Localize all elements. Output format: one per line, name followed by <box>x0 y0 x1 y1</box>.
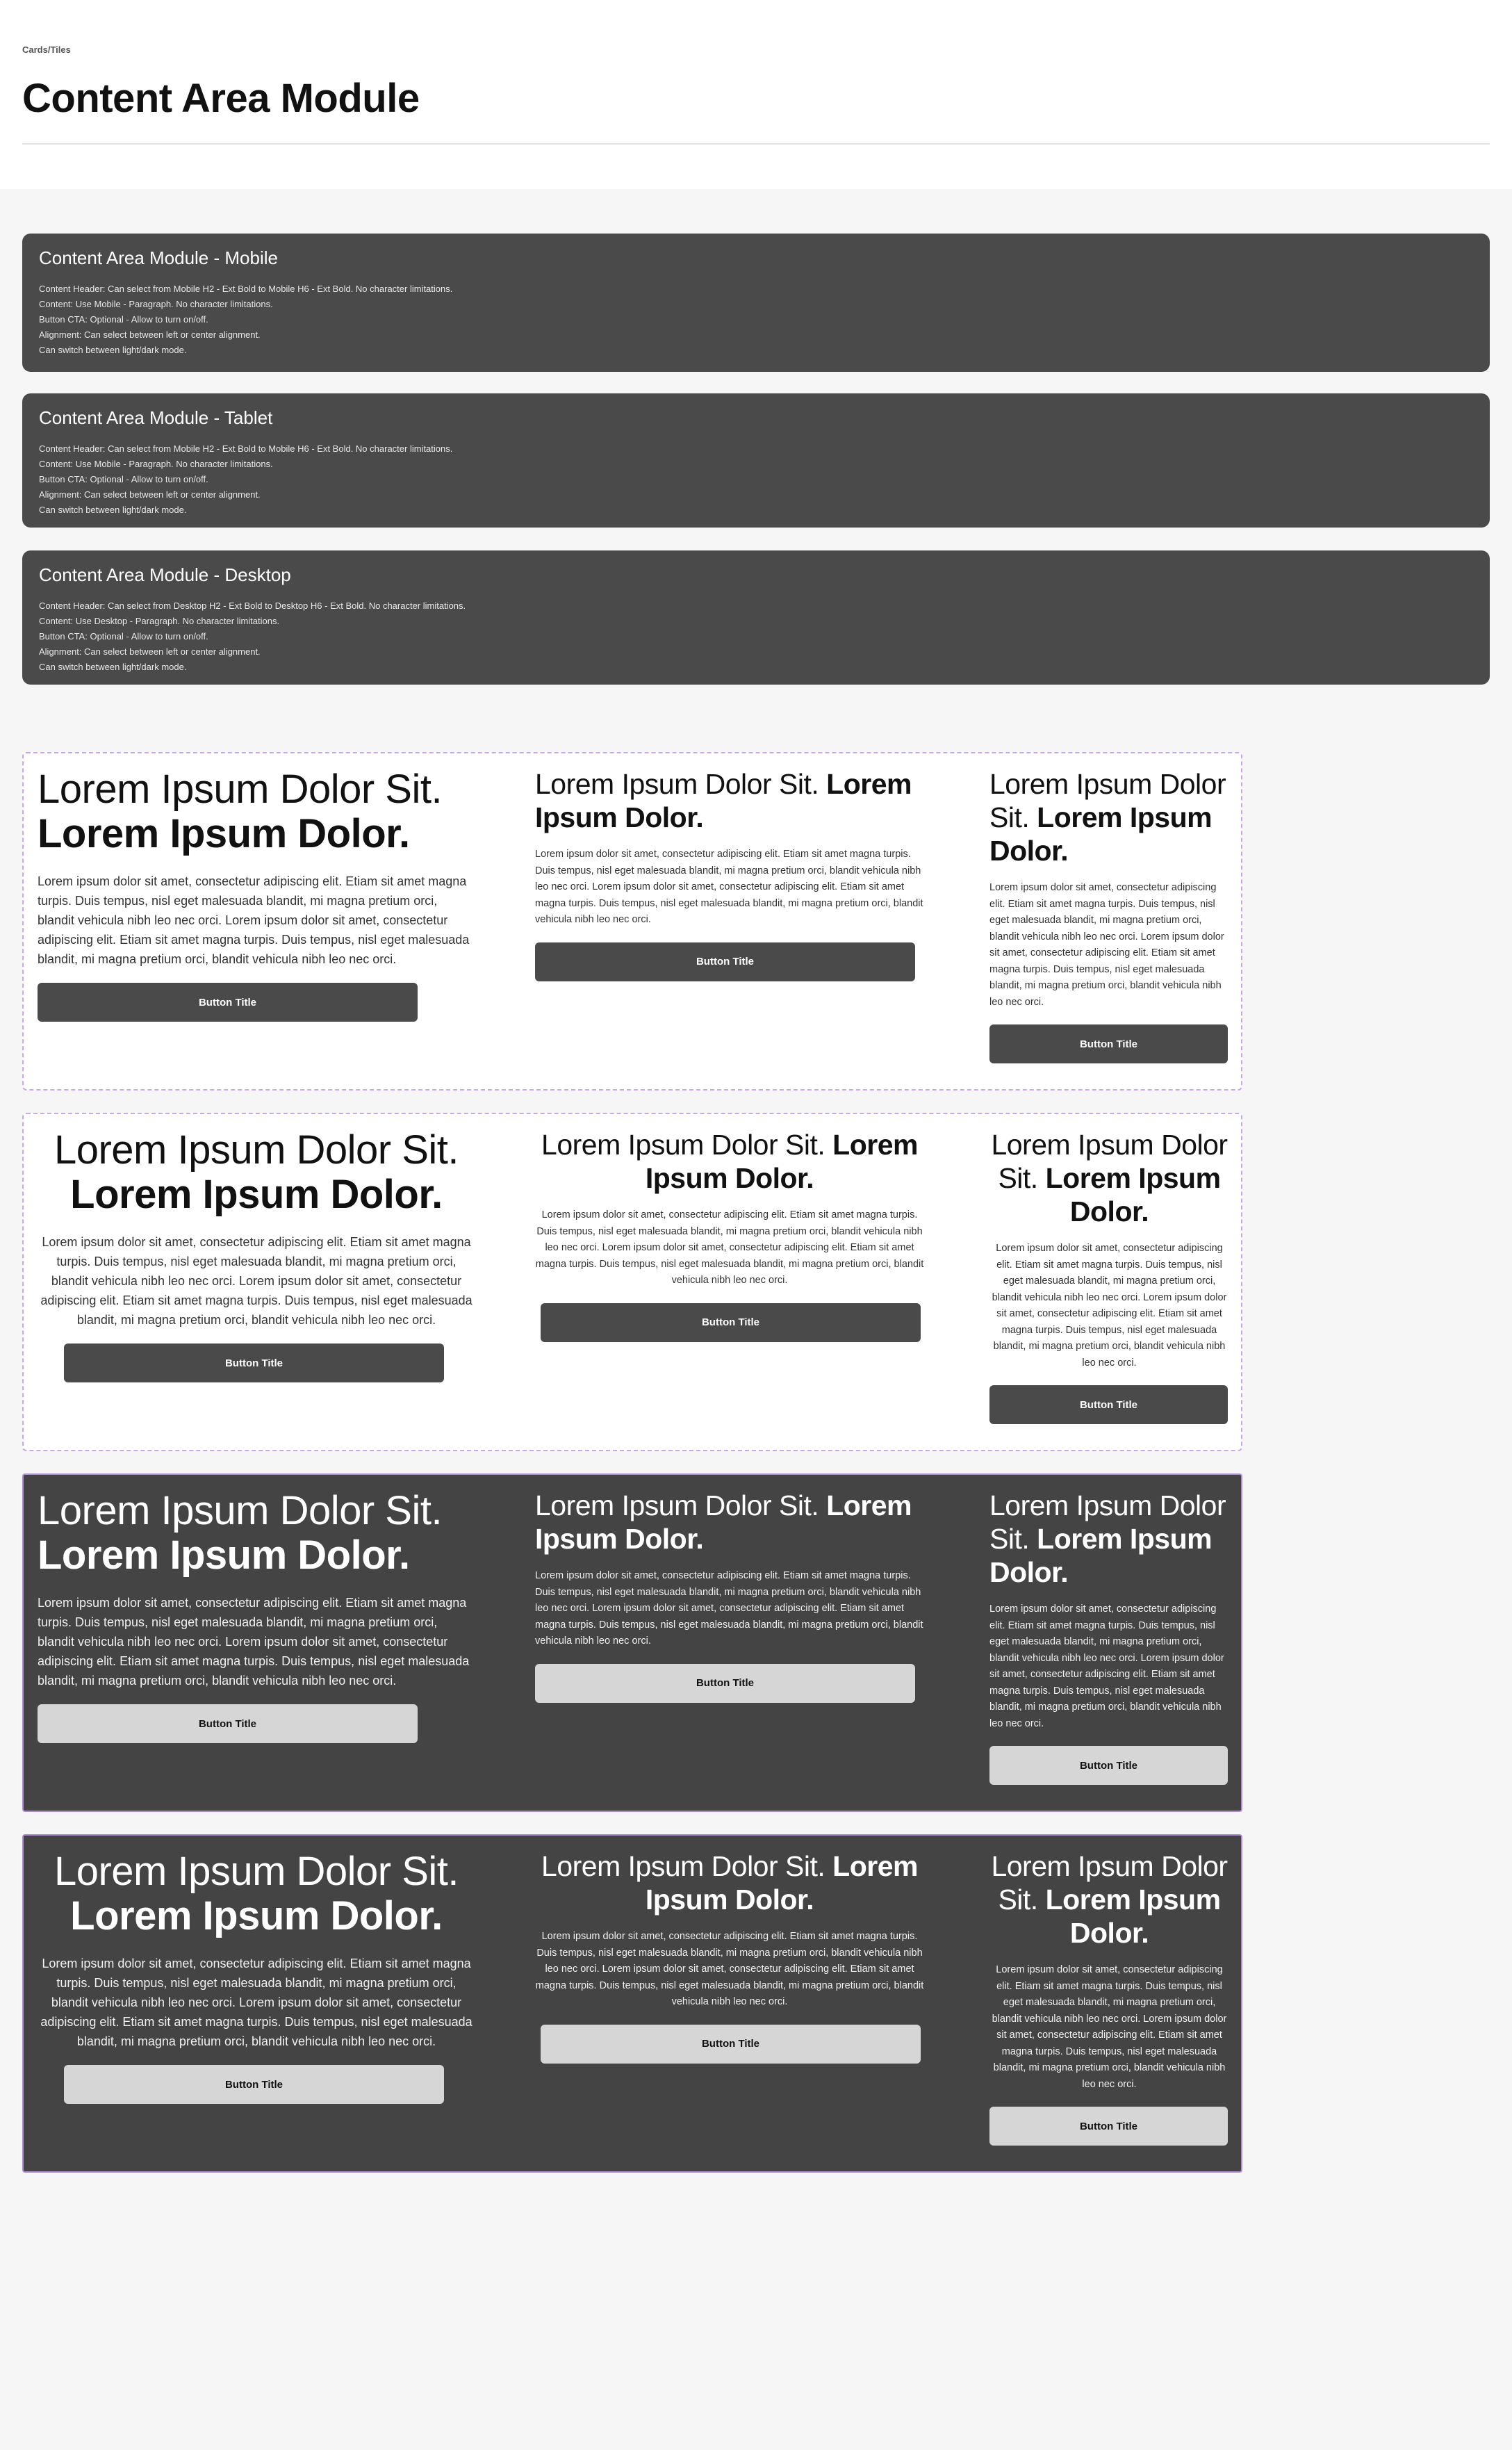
heading-bold: Lorem Ipsum Dolor. <box>70 1893 443 1938</box>
heading-regular: Lorem Ipsum Dolor Sit. <box>989 1489 1226 1555</box>
module-desktop <box>38 1128 475 1382</box>
module-paragraph: Lorem ipsum dolor sit amet, consectetur adipiscing elit. Etiam sit amet magna turpis. Duis tempus, nisl eget malesuada blandit, mi magna pretium orci, blandit vehicula nibh leo nec orci. Lorem ipsum dolor sit amet, consectetur adipiscing elit. Etiam sit amet magna turpis. Duis tempus, nisl eget malesuada blandit, mi magna pretium orci, blandit vehicula nibh leo nec orci. <box>535 1931 924 2007</box>
module-button[interactable]: Button Title <box>989 1385 1228 1424</box>
spec-line: Content: Use Mobile - Paragraph. No character limitations. <box>39 459 273 469</box>
module-paragraph: Lorem ipsum dolor sit amet, consectetur adipiscing elit. Etiam sit amet magna turpis. Duis tempus, nisl eget malesuada blandit, mi magna pretium orci, blandit vehicula nibh leo nec orci. Lorem ipsum dolor sit amet, consectetur adipiscing elit. Etiam sit amet magna turpis. Duis tempus, nisl eget malesuada blandit, mi magna pretium orci, blandit vehicula nibh leo nec orci. <box>989 882 1224 1008</box>
module-heading <box>38 1489 475 1578</box>
module-button[interactable]: Button Title <box>541 1303 921 1342</box>
module-heading <box>38 767 475 856</box>
module-paragraph: Lorem ipsum dolor sit amet, consectetur adipiscing elit. Etiam sit amet magna turpis. Duis tempus, nisl eget malesuada blandit, mi magna pretium orci, blandit vehicula nibh leo nec orci. Lorem ipsum dolor sit amet, consectetur adipiscing elit. Etiam sit amet magna turpis. Duis tempus, nisl eget malesuada blandit, mi magna pretium orci, blandit vehicula nibh leo nec orci. <box>38 1596 470 1688</box>
page-header <box>0 0 1512 189</box>
module-mobile <box>989 1849 1229 2146</box>
module-paragraph: Lorem ipsum dolor sit amet, consectetur adipiscing elit. Etiam sit amet magna turpis. Duis tempus, nisl eget malesuada blandit, mi magna pretium orci, blandit vehicula nibh leo nec orci. Lorem ipsum dolor sit amet, consectetur adipiscing elit. Etiam sit amet magna turpis. Duis tempus, nisl eget malesuada blandit, mi magna pretium orci, blandit vehicula nibh leo nec orci. <box>38 874 470 966</box>
spec-card-tablet <box>22 393 1490 528</box>
heading-bold: Lorem Ipsum Dolor. <box>38 1533 410 1578</box>
module-button[interactable]: Button Title <box>989 1024 1228 1063</box>
module-tablet <box>535 767 924 981</box>
heading-bold: Lorem Ipsum Dolor. <box>645 1850 918 1916</box>
module-heading <box>989 1849 1229 1950</box>
module-paragraph: Lorem ipsum dolor sit amet, consectetur adipiscing elit. Etiam sit amet magna turpis. Duis tempus, nisl eget malesuada blandit, mi magna pretium orci, blandit vehicula nibh leo nec orci. Lorem ipsum dolor sit amet, consectetur adipiscing elit. Etiam sit amet magna turpis. Duis tempus, nisl eget malesuada blandit, mi magna pretium orci, blandit vehicula nibh leo nec orci. <box>535 1570 923 1647</box>
module-button[interactable]: Button Title <box>535 1664 915 1703</box>
heading-bold: Lorem Ipsum Dolor. <box>1045 1162 1221 1227</box>
module-heading <box>535 1128 924 1195</box>
module-heading <box>535 767 924 834</box>
spec-line: Content Header: Can select from Mobile H2 - Ext Bold to Mobile H6 - Ext Bold. No character limitations. <box>39 443 453 454</box>
module-tablet <box>535 1128 924 1342</box>
heading-regular: Lorem Ipsum Dolor Sit. <box>38 1488 443 1533</box>
module-row-dark-center <box>22 1834 1242 2173</box>
heading-bold: Lorem Ipsum Dolor. <box>38 811 410 856</box>
module-paragraph: Lorem ipsum dolor sit amet, consectetur adipiscing elit. Etiam sit amet magna turpis. Duis tempus, nisl eget malesuada blandit, mi magna pretium orci, blandit vehicula nibh leo nec orci. Lorem ipsum dolor sit amet, consectetur adipiscing elit. Etiam sit amet magna turpis. Duis tempus, nisl eget malesuada blandit, mi magna pretium orci, blandit vehicula nibh leo nec orci. <box>40 1235 472 1327</box>
spec-line: Content Header: Can select from Mobile H2 - Ext Bold to Mobile H6 - Ext Bold. No character limitations. <box>39 284 453 294</box>
heading-bold: Lorem Ipsum Dolor. <box>645 1129 918 1194</box>
module-desktop <box>38 1849 475 2104</box>
module-button[interactable]: Button Title <box>64 2065 444 2104</box>
module-row-dark-left <box>22 1473 1242 1812</box>
spec-card-mobile <box>22 234 1490 372</box>
module-button[interactable]: Button Title <box>38 983 418 1022</box>
spec-line: Can switch between light/dark mode. <box>39 662 187 672</box>
heading-regular: Lorem Ipsum Dolor Sit. <box>541 1850 825 1882</box>
module-button[interactable]: Button Title <box>38 1704 418 1743</box>
module-row-light-left <box>22 752 1242 1091</box>
heading-bold: Lorem Ipsum Dolor. <box>70 1172 443 1217</box>
module-paragraph: Lorem ipsum dolor sit amet, consectetur adipiscing elit. Etiam sit amet magna turpis. Duis tempus, nisl eget malesuada blandit, mi magna pretium orci, blandit vehicula nibh leo nec orci. Lorem ipsum dolor sit amet, consectetur adipiscing elit. Etiam sit amet magna turpis. Duis tempus, nisl eget malesuada blandit, mi magna pretium orci, blandit vehicula nibh leo nec orci. <box>989 1603 1224 1729</box>
module-paragraph: Lorem ipsum dolor sit amet, consectetur adipiscing elit. Etiam sit amet magna turpis. Duis tempus, nisl eget malesuada blandit, mi magna pretium orci, blandit vehicula nibh leo nec orci. Lorem ipsum dolor sit amet, consectetur adipiscing elit. Etiam sit amet magna turpis. Duis tempus, nisl eget malesuada blandit, mi magna pretium orci, blandit vehicula nibh leo nec orci. <box>535 1209 924 1286</box>
module-button[interactable]: Button Title <box>989 1746 1228 1785</box>
heading-regular: Lorem Ipsum Dolor Sit. <box>54 1849 459 1894</box>
module-row-light-center <box>22 1113 1242 1451</box>
spec-title: Content Area Module - Desktop <box>39 564 291 585</box>
module-paragraph: Lorem ipsum dolor sit amet, consectetur adipiscing elit. Etiam sit amet magna turpis. Duis tempus, nisl eget malesuada blandit, mi magna pretium orci, blandit vehicula nibh leo nec orci. Lorem ipsum dolor sit amet, consectetur adipiscing elit. Etiam sit amet magna turpis. Duis tempus, nisl eget malesuada blandit, mi magna pretium orci, blandit vehicula nibh leo nec orci. <box>40 1957 472 2048</box>
breadcrumb[interactable]: Cards/Tiles <box>22 44 71 55</box>
module-heading <box>535 1489 924 1555</box>
heading-bold: Lorem Ipsum Dolor. <box>989 801 1213 867</box>
module-mobile <box>989 767 1229 1063</box>
module-button[interactable]: Button Title <box>535 942 915 981</box>
spec-card-desktop <box>22 550 1490 685</box>
module-button[interactable]: Button Title <box>541 2025 921 2064</box>
module-heading <box>38 1128 475 1217</box>
module-paragraph: Lorem ipsum dolor sit amet, consectetur adipiscing elit. Etiam sit amet magna turpis. Duis tempus, nisl eget malesuada blandit, mi magna pretium orci, blandit vehicula nibh leo nec orci. Lorem ipsum dolor sit amet, consectetur adipiscing elit. Etiam sit amet magna turpis. Duis tempus, nisl eget malesuada blandit, mi magna pretium orci, blandit vehicula nibh leo nec orci. <box>535 849 923 925</box>
module-paragraph: Lorem ipsum dolor sit amet, consectetur adipiscing elit. Etiam sit amet magna turpis. Duis tempus, nisl eget malesuada blandit, mi magna pretium orci, blandit vehicula nibh leo nec orci. Lorem ipsum dolor sit amet, consectetur adipiscing elit. Etiam sit amet magna turpis. Duis tempus, nisl eget malesuada blandit, mi magna pretium orci, blandit vehicula nibh leo nec orci. <box>992 1243 1227 1369</box>
header-divider <box>22 143 1490 145</box>
spec-line: Button CTA: Optional - Allow to turn on/off. <box>39 314 208 325</box>
spec-line: Can switch between light/dark mode. <box>39 505 187 515</box>
spec-line: Can switch between light/dark mode. <box>39 345 187 355</box>
module-desktop <box>38 767 475 1022</box>
module-button[interactable]: Button Title <box>989 2107 1228 2146</box>
module-heading <box>38 1849 475 1938</box>
module-heading <box>989 1489 1229 1589</box>
heading-regular: Lorem Ipsum Dolor Sit. <box>989 768 1226 833</box>
spec-title: Content Area Module - Tablet <box>39 407 273 428</box>
heading-regular: Lorem Ipsum Dolor Sit. <box>991 1850 1228 1916</box>
module-paragraph: Lorem ipsum dolor sit amet, consectetur adipiscing elit. Etiam sit amet magna turpis. Duis tempus, nisl eget malesuada blandit, mi magna pretium orci, blandit vehicula nibh leo nec orci. Lorem ipsum dolor sit amet, consectetur adipiscing elit. Etiam sit amet magna turpis. Duis tempus, nisl eget malesuada blandit, mi magna pretium orci, blandit vehicula nibh leo nec orci. <box>992 1964 1227 2090</box>
spec-line: Alignment: Can select between left or center alignment. <box>39 646 261 657</box>
page-title: Content Area Module <box>22 76 420 121</box>
heading-regular: Lorem Ipsum Dolor Sit. <box>541 1129 825 1161</box>
heading-regular: Lorem Ipsum Dolor Sit. <box>535 768 819 800</box>
module-desktop <box>38 1489 475 1743</box>
heading-bold: Lorem Ipsum Dolor. <box>535 768 912 833</box>
module-mobile <box>989 1128 1229 1424</box>
module-tablet <box>535 1849 924 2064</box>
module-mobile <box>989 1489 1229 1785</box>
module-heading <box>989 1128 1229 1228</box>
module-heading <box>989 767 1229 867</box>
spec-line: Button CTA: Optional - Allow to turn on/off. <box>39 631 208 642</box>
module-tablet <box>535 1489 924 1703</box>
heading-bold: Lorem Ipsum Dolor. <box>535 1489 912 1555</box>
heading-bold: Lorem Ipsum Dolor. <box>989 1523 1213 1588</box>
heading-regular: Lorem Ipsum Dolor Sit. <box>54 1127 459 1173</box>
spec-line: Alignment: Can select between left or center alignment. <box>39 329 261 340</box>
spec-title: Content Area Module - Mobile <box>39 247 278 268</box>
heading-regular: Lorem Ipsum Dolor Sit. <box>38 767 443 812</box>
module-button[interactable]: Button Title <box>64 1344 444 1382</box>
spec-line: Alignment: Can select between left or center alignment. <box>39 489 261 500</box>
spec-line: Content: Use Mobile - Paragraph. No character limitations. <box>39 299 273 309</box>
spec-line: Button CTA: Optional - Allow to turn on/off. <box>39 474 208 484</box>
heading-bold: Lorem Ipsum Dolor. <box>1045 1884 1221 1949</box>
module-heading <box>535 1849 924 1916</box>
spec-line: Content Header: Can select from Desktop H2 - Ext Bold to Desktop H6 - Ext Bold. No character limitations. <box>39 601 466 611</box>
heading-regular: Lorem Ipsum Dolor Sit. <box>535 1489 819 1521</box>
spec-line: Content: Use Desktop - Paragraph. No character limitations. <box>39 616 280 626</box>
heading-regular: Lorem Ipsum Dolor Sit. <box>991 1129 1228 1194</box>
